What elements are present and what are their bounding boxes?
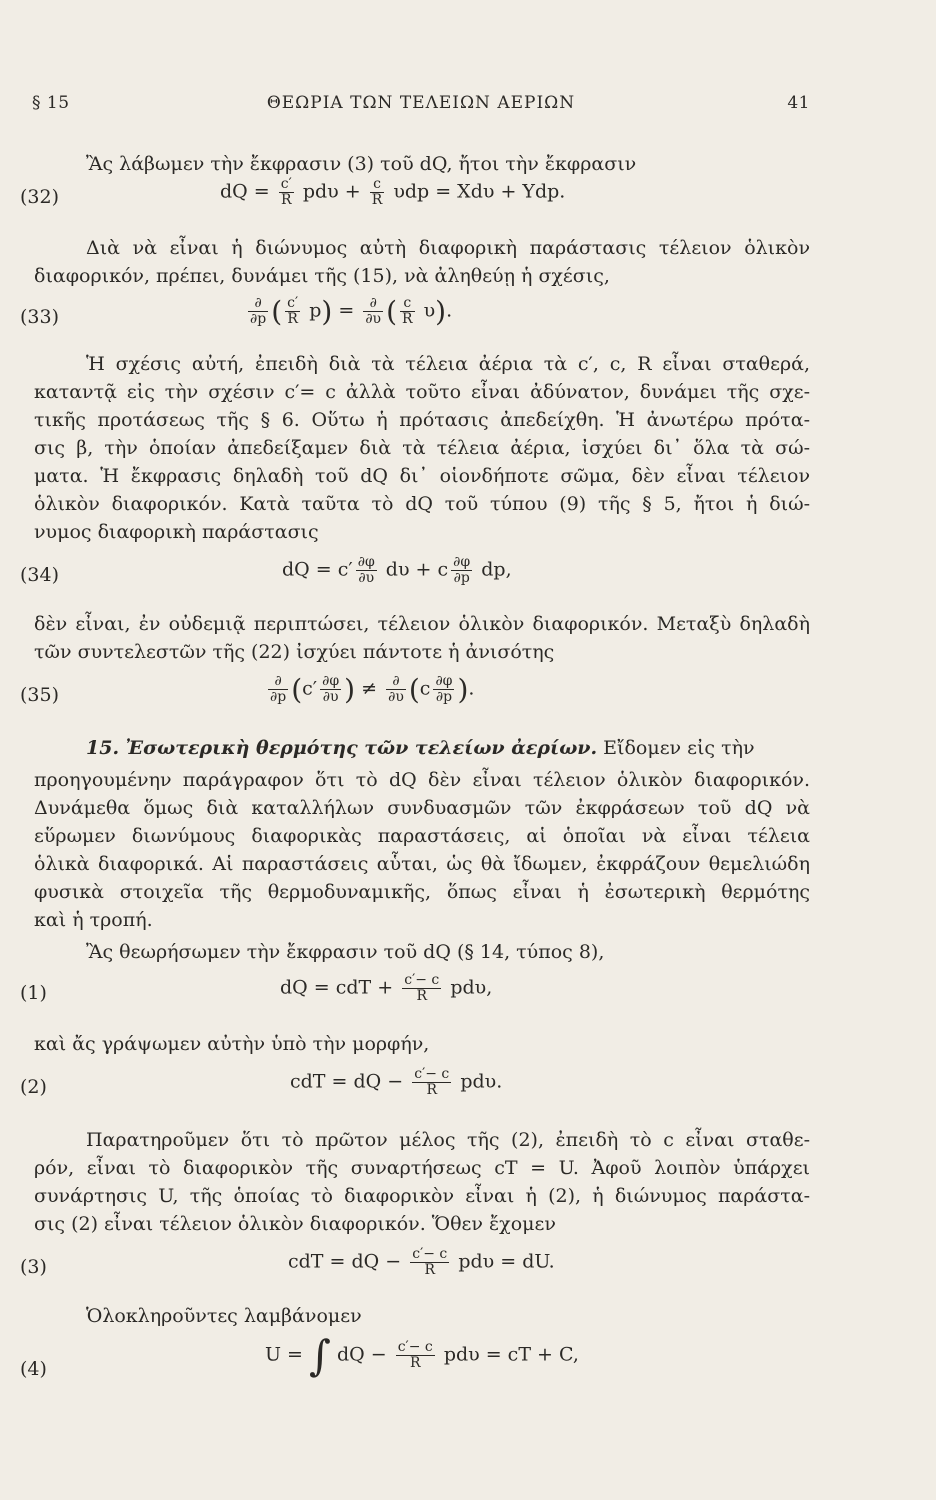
fraction: $\frac{c'}{R}$ xyxy=(287,295,299,327)
section-heading: 15. Ἐσωτερικὴ θερμότης τῶν τελείων ἀερίων. xyxy=(86,737,598,759)
section-heading-continuation: Εἴδομεν εἰς τὴν xyxy=(603,737,755,759)
integral-sign: ∫ xyxy=(309,1331,331,1380)
equation-3 xyxy=(20,1240,810,1284)
text-line: Ὁλοκληροῦντες λαμβάνομεν xyxy=(86,1305,362,1327)
equation-number: (34) xyxy=(20,564,60,586)
text-line: δὲν εἶναι, ἐν οὐδεμιᾷ περιπτώσει, τέλειον ὁλικὸν διαφορικόν. Μεταξὺ δηλαδὴ xyxy=(34,613,810,635)
fraction: $\frac{\partial}{\partial\upsilon}$ xyxy=(365,295,382,327)
equation-1 xyxy=(20,966,810,1010)
running-header xyxy=(32,93,810,117)
fraction: $\frac{\partial\varphi}{\partial\upsilon}$ xyxy=(322,673,340,705)
equation-2 xyxy=(20,1060,810,1104)
fraction: $\frac{\partial\varphi}{\partial p}$ xyxy=(435,673,453,705)
equation-body: cdT = dQ − $\frac{c'- c}{R}$ pdυ = dU. xyxy=(288,1246,555,1278)
text-line: Ἂς θεωρήσωμεν τὴν ἔκφρασιν τοῦ dQ (§ 14, τύπος 8), xyxy=(86,941,605,963)
section-15-heading-line xyxy=(34,736,810,760)
text-line: εὕρωμεν διωνύμους διαφορικὰς παραστάσεις, αἱ ὁποῖαι νὰ εἶναι τέλεια xyxy=(34,825,810,847)
equation-34 xyxy=(20,548,810,592)
header-section: § 15 xyxy=(32,93,70,113)
text-line: καταντᾷ εἰς τὴν σχέσιν c′= c ἀλλὰ τοῦτο εἶναι ἀδύνατον, δυνάμει τῆς σχε- xyxy=(34,381,810,403)
equation-body: dQ = c′ $\frac{\partial\varphi}{\partial\upsilon}$ dυ + c $\frac{\partial\varphi}{\partial p}$ dp, xyxy=(282,554,512,586)
equation-number: (35) xyxy=(20,684,60,706)
equation-number: (3) xyxy=(20,1256,47,1278)
fraction: $\frac{\partial}{\partial p}$ xyxy=(270,673,287,705)
fraction: $\frac{\partial\varphi}{\partial\upsilon}$ xyxy=(357,554,375,586)
fraction: $\frac{c}{R}$ xyxy=(371,176,383,208)
equation-35 xyxy=(20,668,810,712)
text-line: φυσικὰ στοιχεῖα τῆς θερμοδυναμικῆς, ὅπως εἶναι ἡ ἐσωτερικὴ θερμότης xyxy=(34,881,810,903)
equation-number: (4) xyxy=(20,1358,47,1380)
text-line: ρόν, εἶναι τὸ διαφορικὸν τῆς συναρτήσεως cT = U. Ἀφοῦ λοιπὸν ὑπάρχει xyxy=(34,1157,810,1179)
text-line: Δυνάμεθα ὅμως διὰ καταλλήλων συνδυασμῶν τῶν ἐκφράσεων τοῦ dQ νὰ xyxy=(34,797,810,819)
text-line: καὶ ἄς γράψωμεν αὐτὴν ὑπὸ τὴν μορφήν, xyxy=(34,1033,430,1055)
equation-32 xyxy=(20,170,810,214)
equation-number: (32) xyxy=(20,186,60,208)
equation-4 xyxy=(20,1326,810,1386)
fraction: $\frac{c'- c}{R}$ xyxy=(404,972,440,1004)
page-number: 41 xyxy=(787,93,810,113)
text-line: ματα. Ἡ ἔκφρασις δηλαδὴ τοῦ dQ δι᾽ οἱονδήποτε σῶμα, δὲν εἶναι τέλειον xyxy=(34,465,810,487)
text-line: Διὰ νὰ εἶναι ἡ διώνυμος αὐτὴ διαφορικὴ παράστασις τέλειον ὁλικὸν xyxy=(86,237,810,259)
fraction: $\frac{\partial}{\partial p}$ xyxy=(250,295,267,327)
equation-number: (33) xyxy=(20,306,60,328)
text-line: προηγουμένην παράγραφον ὅτι τὸ dQ δὲν εἶναι τέλειον ὁλικὸν διαφορικόν. xyxy=(34,769,810,791)
text-line: σις (2) εἶναι τέλειον ὁλικὸν διαφορικόν. Ὅθεν ἔχομεν xyxy=(34,1213,556,1235)
equation-body: cdT = dQ − $\frac{c'- c}{R}$ pdυ. xyxy=(290,1066,503,1098)
equation-number: (2) xyxy=(20,1076,47,1098)
fraction: $\frac{c}{R}$ xyxy=(402,295,413,327)
text-line: συνάρτησις U, τῆς ὁποίας τὸ διαφορικὸν εἶναι ἡ (2), ἡ διώνυμος παράστα- xyxy=(34,1185,810,1207)
fraction: $\frac{c'- c}{R}$ xyxy=(412,1246,448,1278)
text-line: τικῆς προτάσεως τῆς § 6. Οὕτω ἡ πρότασις ἀπεδείχθη. Ἡ ἀνωτέρω πρότα- xyxy=(34,409,810,431)
fraction: $\frac{c'}{R}$ xyxy=(280,176,292,208)
text-line: διαφορικόν, πρέπει, δυνάμει τῆς (15), νὰ ἀληθεύῃ ἡ σχέσις, xyxy=(34,265,610,287)
equation-33 xyxy=(20,290,810,334)
equation-number: (1) xyxy=(20,982,47,1004)
fraction: $\frac{c'- c}{R}$ xyxy=(414,1066,450,1098)
equation-body: U = ∫ dQ − $\frac{c'- c}{R}$ pdυ = cT + C, xyxy=(265,1331,579,1380)
equation-body: $\frac{\partial}{\partial p}$ (c′ $\frac{\partial\varphi}{\partial\upsilon}$ ) ≠ $\frac{\partial}{\partial\upsilon}$ (c $\frac{\partial\varphi}{\partial p}$ ). xyxy=(270,673,475,706)
equation-body: dQ = cdT + $\frac{c'- c}{R}$ pdυ, xyxy=(280,972,493,1004)
text-line: καὶ ἡ τροπή. xyxy=(34,909,153,931)
text-line: ὁλικὰ διαφορικά. Αἱ παραστάσεις αὗται, ὡς θὰ ἴδωμεν, ἐκφράζουν θεμελιώδη xyxy=(34,853,810,875)
text-line: σις β, τὴν ὁποίαν ἀπεδείξαμεν διὰ τὰ τέλεια ἀέρια, ἰσχύει δι᾽ ὅλα τὰ σώ- xyxy=(34,437,810,459)
text-line: Ἂς λάβωμεν τὴν ἔκφρασιν (3) τοῦ dQ, ἤτοι τὴν ἔκφρασιν xyxy=(86,153,637,175)
equation-body: $\frac{\partial}{\partial p}$ ( $\frac{c'}{R}$ p) = $\frac{\partial}{\partial\upsilon}$ ( $\frac{c}{R}$ υ). xyxy=(250,295,453,328)
fraction: $\frac{\partial}{\partial\upsilon}$ xyxy=(388,673,404,705)
text-line: νυμος διαφορικὴ παράστασις xyxy=(34,521,319,543)
text-line: Παρατηροῦμεν ὅτι τὸ πρῶτον μέλος τῆς (2), ἐπειδὴ τὸ c εἶναι σταθε- xyxy=(86,1129,810,1151)
text-line: τῶν συντελεστῶν τῆς (22) ἰσχύει πάντοτε ἡ ἀνισότης xyxy=(34,641,555,663)
fraction: $\frac{\partial\varphi}{\partial p}$ xyxy=(453,554,471,586)
header-title: ΘΕΩΡΙΑ ΤΩΝ ΤΕΛΕΙΩΝ ΑΕΡΙΩΝ xyxy=(266,93,576,113)
equation-body: dQ = $\frac{c'}{R}$ pdυ + $\frac{c}{R}$ υdp = Xdυ + Ydp. xyxy=(220,176,566,208)
text-line: ὁλικὸν διαφορικόν. Κατὰ ταῦτα τὸ dQ τοῦ τύπου (9) τῆς § 5, ἤτοι ἡ διώ- xyxy=(34,493,810,515)
fraction: $\frac{c'- c}{R}$ xyxy=(397,1339,433,1371)
text-line: Ἡ σχέσις αὐτή, ἐπειδὴ διὰ τὰ τέλεια ἀέρια τὰ c′, c, R εἶναι σταθερά, xyxy=(86,353,810,375)
